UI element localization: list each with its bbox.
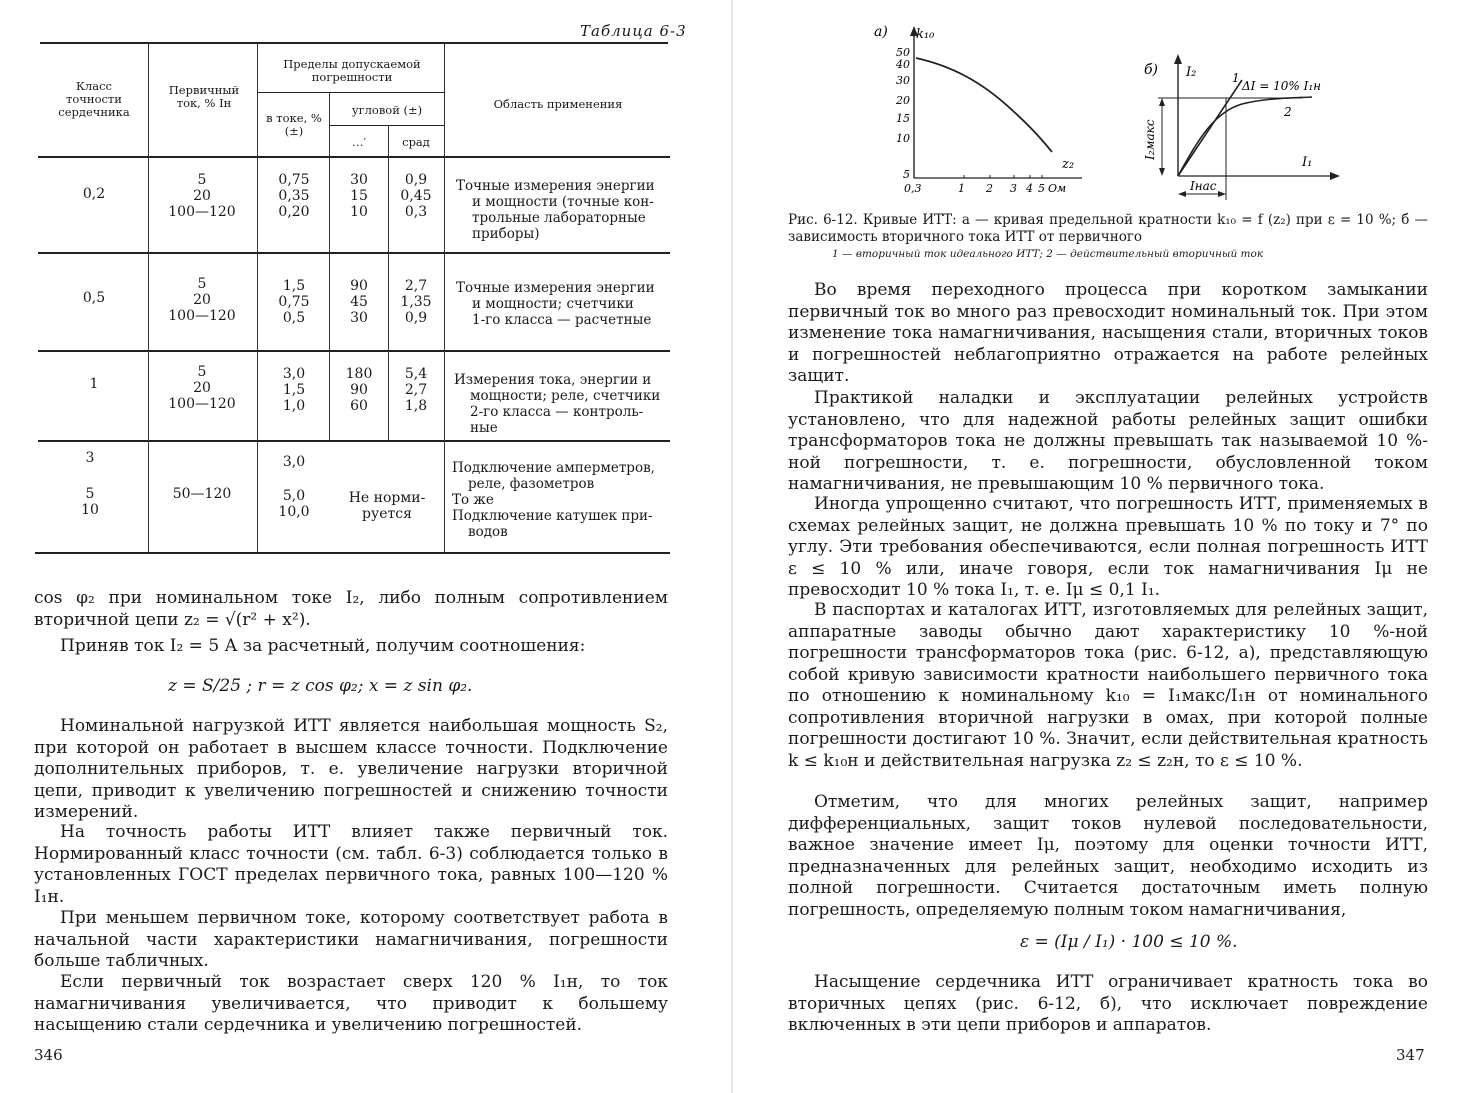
- row4-current: 3,0 5,0 10,0: [278, 454, 310, 520]
- fig-a-curve: [916, 58, 1052, 152]
- row2-angle: 90 45 30: [350, 278, 368, 326]
- col-divider-3: [329, 93, 330, 440]
- header-limits: Пределы допускаемой погрешности: [283, 57, 421, 84]
- fig-a-xticks: [904, 182, 1066, 195]
- fig-a-ylabel: k₁₀: [916, 27, 935, 42]
- left-paragraph-6: Если первичный ток возрастает сверх 120 % I₁н, то ток намагничивания увеличивается, что приводит к большему насыщению стали сердечника и увеличению погрешностей.: [34, 972, 668, 1035]
- right-page: [732, 0, 1463, 1093]
- row1-primary: 5 20 100—120: [168, 172, 236, 220]
- fig-b-i2max-label: I₂макс: [1143, 119, 1157, 160]
- fig-a-xtick: 2: [986, 182, 993, 195]
- table-bottom-rule: [35, 552, 670, 554]
- fig-a-xtick: 3: [1010, 182, 1017, 195]
- row1-class: 0,2: [82, 186, 106, 202]
- fig-b-label: б): [1144, 62, 1159, 78]
- fig-a-ytick: 20: [896, 94, 910, 107]
- table-top-rule: [40, 42, 668, 44]
- fig-a-xlabel: z₂: [1062, 157, 1075, 172]
- row-rule-1: [38, 252, 670, 254]
- left-page-number: 346: [34, 1046, 63, 1064]
- col-divider-5: [444, 44, 445, 552]
- header-srad: срад: [402, 135, 430, 149]
- fig-b-y-arrow: [1174, 54, 1182, 64]
- fig-a-xtick: 1: [958, 182, 965, 195]
- header-subrule: [258, 92, 444, 93]
- fig-b-x-arrow: [1330, 172, 1340, 180]
- row3-primary: 5 20 100—120: [168, 364, 236, 412]
- fig-a-ytick: 10: [896, 132, 910, 145]
- right-paragraph-1: Во время переходного процесса при коротком замыкании первичный ток во много раз превосходит номинальный ток. При этом изменение тока намагничивания, насыщения стали, вторичных токов и погрешностей неблагоприятно отражается на работе релейных защит.: [788, 280, 1428, 386]
- row1-current: 0,75 0,35 0,20: [278, 172, 310, 220]
- left-paragraph-1: cos φ₂ при номинальном токе I₂, либо полным сопротивлением вторичной цепи z₂ = √(r² + x²).: [34, 588, 668, 630]
- right-paragraph-3: Иногда упрощенно считают, что погрешность ИТТ, применяемых в схемах релейных защит, не должна превышать 10 % по току и 7° по углу. Эти требования обеспечиваются, если полная погрешность ИТТ ε ≤ 10 % или, иначе говоря, если ток намагничивания Iμ не превосходит 10 % тока I₁, т. е. Iμ ≤ 0,1 I₁.: [788, 494, 1428, 600]
- row2-current: 1,5 0,75 0,5: [278, 278, 310, 326]
- header-subrule-2: [330, 125, 444, 126]
- right-formula: ε = (Iμ / I₁) · 100 ≤ 10 %.: [1020, 932, 1238, 952]
- row4-class: 3 5 10: [81, 450, 99, 518]
- row3-class: 1: [89, 376, 99, 392]
- row2-class: 0,5: [82, 290, 106, 306]
- header-bottom-rule: [38, 156, 670, 158]
- row3-srad: 5,4 2,7 1,8: [404, 366, 428, 414]
- fig-a-ytick: 5: [903, 168, 910, 181]
- header-class: Класс точности сердечника: [58, 79, 130, 119]
- right-paragraph-5: Отметим, что для многих релейных защит, например дифференциальных, защит токов нулевой последовательности, важное значение имеет Iμ, поэтому для оценки точности ИТТ, предназначенных для релейных защит, необходимо исходить из полной погрешности. Считается достаточным иметь полную погрешность, определяемую полным током намагничивания,: [788, 792, 1428, 920]
- col-divider-2: [257, 44, 258, 552]
- row3-usage: Измерения тока, энергии и мощности; реле, счетчики 2-го класса — контроль- ные: [454, 372, 661, 436]
- table-caption: Таблица 6-3: [580, 22, 687, 40]
- row2-usage: Точные измерения энергии и мощности; счетчики 1-го класса — расчетные: [456, 280, 655, 328]
- row2-primary: 5 20 100—120: [168, 276, 236, 324]
- right-paragraph-4: В паспортах и каталогах ИТТ, изготовляемых для релейных защит, аппаратные заводы обычно дают характеристику 10 %-ной погрешности трансформаторов тока (рис. 6-12, а), представляющую собой кривую зависимости кратности наибольшего первичного тока по отношению к номинальному k₁₀ = I₁макс/I₁н от номинального сопротивления вторичной нагрузки в омах, при которой полные погрешности достигают 10 %. Значит, если действительная кратность k ≤ k₁₀н и действительная нагрузка z₂ ≤ z₂н, то ε ≤ 10 %.: [788, 600, 1428, 771]
- left-paragraph-2: Приняв ток I₂ = 5 А за расчетный, получим соотношения:: [60, 636, 586, 656]
- figure-a-plot: [872, 20, 1092, 200]
- row-rule-2: [38, 350, 670, 352]
- row2-srad: 2,7 1,35 0,9: [400, 278, 432, 326]
- right-paragraph-2: Практикой наладки и эксплуатации релейных устройств установлено, что для надежной работы релейных защит ошибки трансформаторов тока не должны превышать так называемой 10 %-ной погрешности, т. е. погрешности, обусловленной током намагничивания, не превышающим 10 % первичного тока.: [788, 388, 1428, 494]
- fig-a-ytick: 40: [896, 58, 910, 71]
- figure-subcaption: 1 — вторичный ток идеального ИТТ; 2 — действительный вторичный ток: [832, 248, 1264, 260]
- col-divider-4: [388, 126, 389, 440]
- header-primary: Первичный ток, % Iн: [168, 83, 240, 110]
- header-angular: угловой (±): [351, 103, 423, 117]
- figure-caption: Рис. 6-12. Кривые ИТТ: а — кривая предельной кратности k₁₀ = f (z₂) при ε = 10 %; б — зависимость вторичного тока ИТТ от первичного: [788, 212, 1428, 245]
- fig-a-xtick: Ом: [1048, 182, 1067, 195]
- figure-b-plot: [1142, 50, 1342, 210]
- header-current: в токе, % (±): [266, 111, 322, 138]
- col-divider-1: [148, 44, 149, 552]
- row3-angle: 180 90 60: [345, 366, 373, 414]
- fig-a-yticks: [895, 46, 910, 181]
- fig-b-curve2-label: 2: [1284, 105, 1292, 119]
- fig-a-xtick: 5: [1038, 182, 1045, 195]
- row1-angle: 30 15 10: [350, 172, 368, 220]
- left-paragraph-3: Номинальной нагрузкой ИТТ является наибольшая мощность S₂, при которой он работает в высшем классе точности. Подключение дополнительных приборов, т. е. увеличение нагрузки вторичной цепи, приводит к увеличению погрешностей и снижению точности измерений.: [34, 716, 668, 822]
- row1-usage: Точные измерения энергии и мощности (точные кон- трольные лабораторные приборы): [456, 178, 655, 242]
- fig-b-ylabel: I₂: [1186, 65, 1197, 80]
- fig-a-label: а): [874, 24, 888, 40]
- header-minutes: …′: [351, 135, 367, 149]
- fig-a-ytick: 30: [896, 74, 910, 87]
- fig-a-xtick: 0,3: [904, 182, 922, 195]
- left-paragraph-5: При меньшем первичном токе, которому соответствует работа в начальной части характеристики намагничивания, погрешности больше табличных.: [34, 908, 668, 971]
- header-usage: Область применения: [493, 97, 623, 111]
- left-paragraph-4: На точность работы ИТТ влияет также первичный ток. Нормированный класс точности (см. табл. 6-3) соблюдается только в установленных ГОСТ пределах первичного тока, равных 100—120 % I₁н.: [34, 822, 668, 907]
- fig-b-xlabel: I₁: [1302, 155, 1313, 170]
- row4-angle: Не норми- руется: [348, 490, 426, 522]
- row1-srad: 0,9 0,45 0,3: [400, 172, 432, 220]
- right-paragraph-6: Насыщение сердечника ИТТ ограничивает кратность тока во вторичных цепях (рис. 6-12, б), что исключает повреждение включенных в эти цепи приборов и аппаратов.: [788, 972, 1428, 1035]
- fig-a-ytick: 50: [896, 46, 910, 59]
- fig-a-xtick: 4: [1026, 182, 1033, 195]
- row-rule-3: [38, 440, 670, 442]
- fig-b-inas-label: Iнас: [1190, 179, 1217, 193]
- fig-b-curve-1: [1178, 80, 1242, 176]
- fig-b-delta-label: ΔI = 10% I₁н: [1242, 79, 1322, 93]
- left-formula: z = S/25 ; r = z cos φ₂; x = z sin φ₂.: [168, 676, 473, 696]
- row4-primary: 50—120: [172, 486, 232, 502]
- right-page-number: 347: [1396, 1046, 1425, 1064]
- row3-current: 3,0 1,5 1,0: [282, 366, 306, 414]
- fig-a-ytick: 15: [896, 112, 910, 125]
- row4-usage: Подключение амперметров, реле, фазометров То же Подключение катушек при- водов: [452, 460, 655, 540]
- fig-b-curve-2: [1178, 97, 1312, 176]
- fig-b-curve1-label: 1: [1232, 71, 1240, 85]
